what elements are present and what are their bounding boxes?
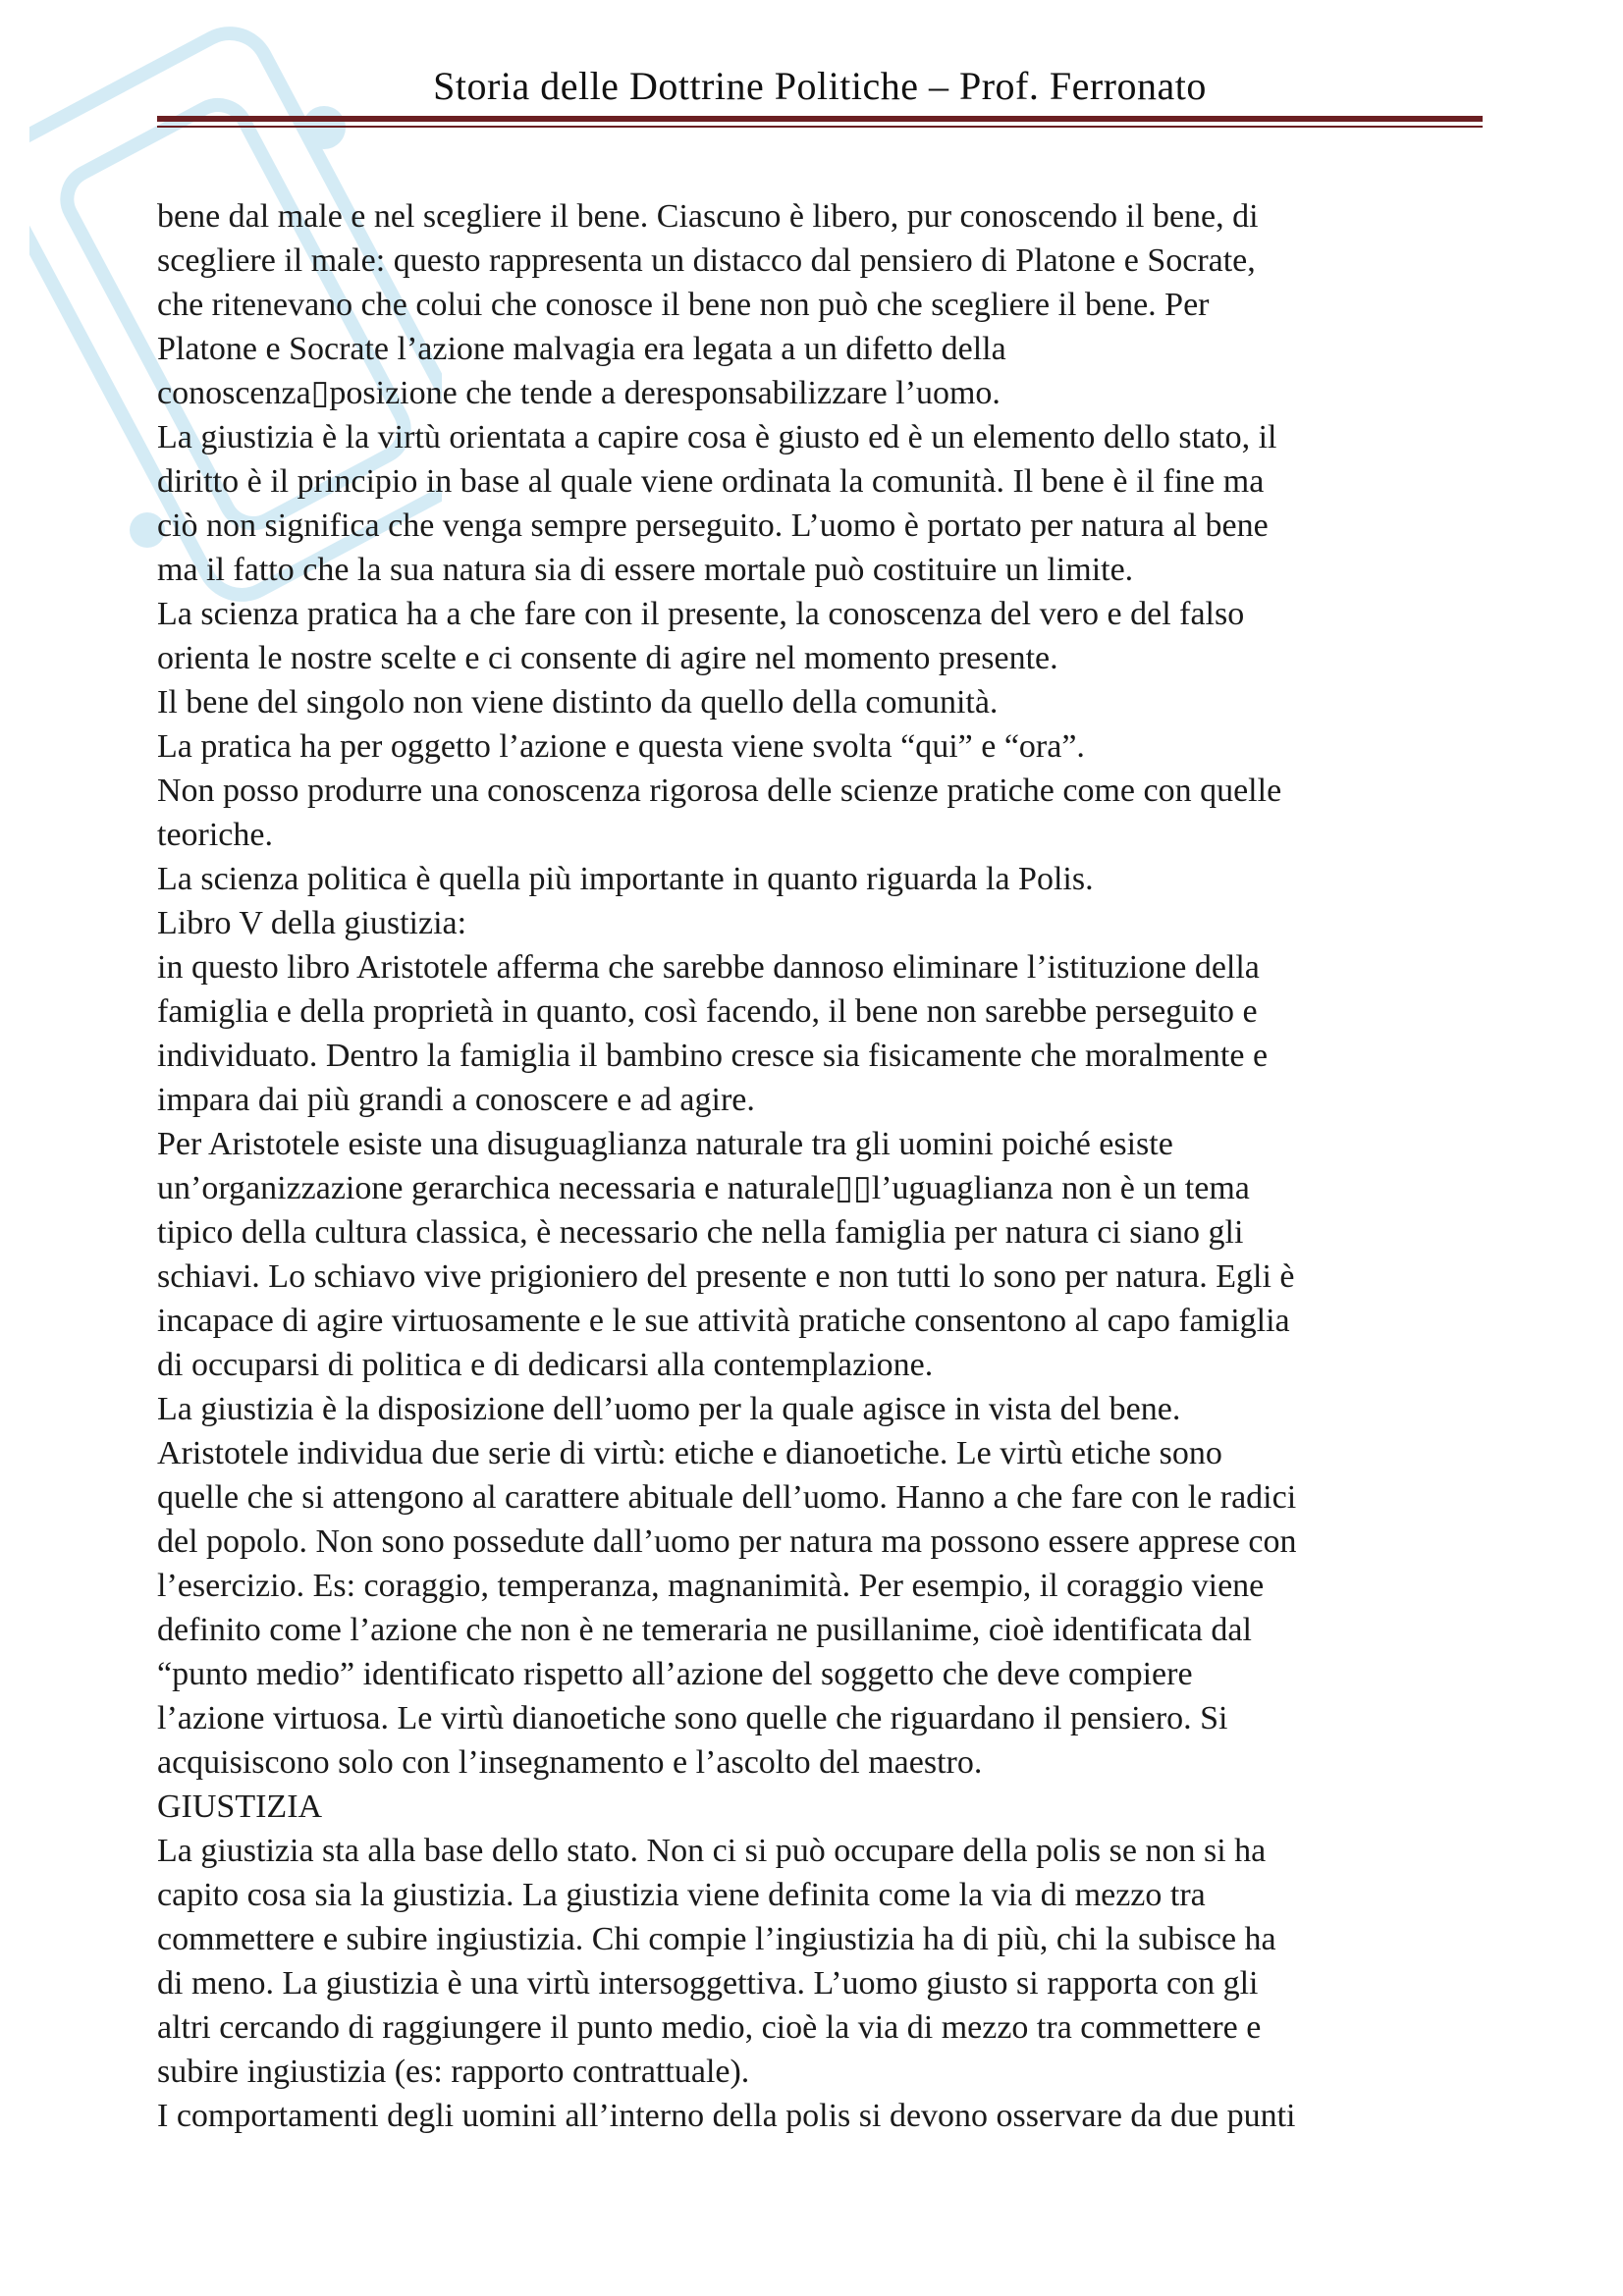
- text-line: definito come l’azione che non è ne temeraria ne pusillanime, cioè identificata dal: [157, 1612, 1252, 1648]
- text-line: “punto medio” identificato rispetto all’azione del soggetto che deve compiere: [157, 1656, 1193, 1692]
- header-rule-thin: [157, 126, 1483, 128]
- text-line: subire ingiustizia (es: rapporto contrattuale).: [157, 2054, 750, 2090]
- text-line: che ritenevano che colui che conosce il bene non può che scegliere il bene. Per: [157, 287, 1210, 323]
- text-line: Platone e Socrate l’azione malvagia era legata a un difetto della: [157, 331, 1006, 367]
- text-line: diritto è il principio in base al quale viene ordinata la comunità. Il bene è il fine ma: [157, 463, 1265, 500]
- text-line: individuato. Dentro la famiglia il bambino cresce sia fisicamente che moralmente e: [157, 1038, 1269, 1074]
- text-line: l’esercizio. Es: coraggio, temperanza, magnanimità. Per esempio, il coraggio viene: [157, 1568, 1265, 1604]
- text-line: La giustizia è la virtù orientata a capire cosa è giusto ed è un elemento dello stato, il: [157, 419, 1277, 455]
- text-line: l’azione virtuosa. Le virtù dianoetiche sono quelle che riguardano il pensiero. Si: [157, 1700, 1228, 1736]
- text-line: Aristotele individua due serie di virtù: etiche e dianoetiche. Le virtù etiche sono: [157, 1435, 1222, 1471]
- text-line: altri cercando di raggiungere il punto medio, cioè la via di mezzo tra commettere e: [157, 2009, 1262, 2046]
- text-line: La pratica ha per oggetto l’azione e questa viene svolta “qui” e “ora”.: [157, 728, 1085, 765]
- text-line: I comportamenti degli uomini all’interno della polis si devono osservare da due punti: [157, 2098, 1296, 2134]
- text-line: incapace di agire virtuosamente e le sue attività pratiche consentono al capo famiglia: [157, 1303, 1290, 1339]
- text-line: scegliere il male: questo rappresenta un distacco dal pensiero di Platone e Socrate,: [157, 242, 1256, 279]
- text-line: acquisiscono solo con l’insegnamento e l’ascolto del maestro.: [157, 1744, 983, 1781]
- text-line: conoscenza▯posizione che tende a deresponsabilizzare l’uomo.: [157, 375, 1001, 411]
- text-line: schiavi. Lo schiavo vive prigioniero del presente e non tutti lo sono per natura. Egli è: [157, 1258, 1295, 1295]
- text-line: capito cosa sia la giustizia. La giustizia viene definita come la via di mezzo tra: [157, 1877, 1206, 1913]
- text-line: ciò non significa che venga sempre perseguito. L’uomo è portato per natura al bene: [157, 507, 1269, 544]
- text-line: Per Aristotele esiste una disuguaglianza naturale tra gli uomini poiché esiste: [157, 1126, 1173, 1162]
- text-line: quelle che si attengono al carattere abituale dell’uomo. Hanno a che fare con le radici: [157, 1479, 1297, 1516]
- text-line: Libro V della giustizia:: [157, 905, 467, 941]
- text-line: impara dai più grandi a conoscere e ad agire.: [157, 1082, 755, 1118]
- text-line: del popolo. Non sono possedute dall’uomo per natura ma possono essere apprese con: [157, 1523, 1297, 1560]
- text-line: di meno. La giustizia è una virtù intersoggettiva. L’uomo giusto si rapporta con gli: [157, 1965, 1259, 2002]
- text-line: Il bene del singolo non viene distinto da quello della comunità.: [157, 684, 999, 721]
- text-line: commettere e subire ingiustizia. Chi compie l’ingiustizia ha di più, chi la subisce ha: [157, 1921, 1276, 1957]
- text-line: La giustizia è la disposizione dell’uomo per la quale agisce in vista del bene.: [157, 1391, 1181, 1427]
- text-line: La scienza pratica ha a che fare con il presente, la conoscenza del vero e del falso: [157, 596, 1245, 632]
- document-body: [157, 194, 1478, 2138]
- text-line: di occuparsi di politica e di dedicarsi alla contemplazione.: [157, 1347, 934, 1383]
- text-line: ma il fatto che la sua natura sia di essere mortale può costituire un limite.: [157, 552, 1134, 588]
- text-line: in questo libro Aristotele afferma che sarebbe dannoso eliminare l’istituzione della: [157, 949, 1260, 986]
- page-header-title: Storia delle Dottrine Politiche – Prof. Ferronato: [433, 64, 1207, 108]
- text-line: tipico della cultura classica, è necessario che nella famiglia per natura ci siano gli: [157, 1214, 1244, 1251]
- header-rule-thick: [157, 116, 1483, 122]
- text-line: un’organizzazione gerarchica necessaria e naturale▯▯l’uguaglianza non è un tema: [157, 1170, 1250, 1206]
- text-line: teoriche.: [157, 817, 273, 853]
- text-line: Non posso produrre una conoscenza rigorosa delle scienze pratiche come con quelle: [157, 773, 1282, 809]
- text-line: orienta le nostre scelte e ci consente di agire nel momento presente.: [157, 640, 1058, 676]
- text-line: La giustizia sta alla base dello stato. Non ci si può occupare della polis se non si ha: [157, 1833, 1267, 1869]
- text-line: famiglia e della proprietà in quanto, così facendo, il bene non sarebbe perseguito e: [157, 993, 1258, 1030]
- section-heading: GIUSTIZIA: [157, 1789, 323, 1825]
- text-line: La scienza politica è quella più importante in quanto riguarda la Polis.: [157, 861, 1094, 897]
- text-line: bene dal male e nel scegliere il bene. Ciascuno è libero, pur conoscendo il bene, di: [157, 198, 1259, 235]
